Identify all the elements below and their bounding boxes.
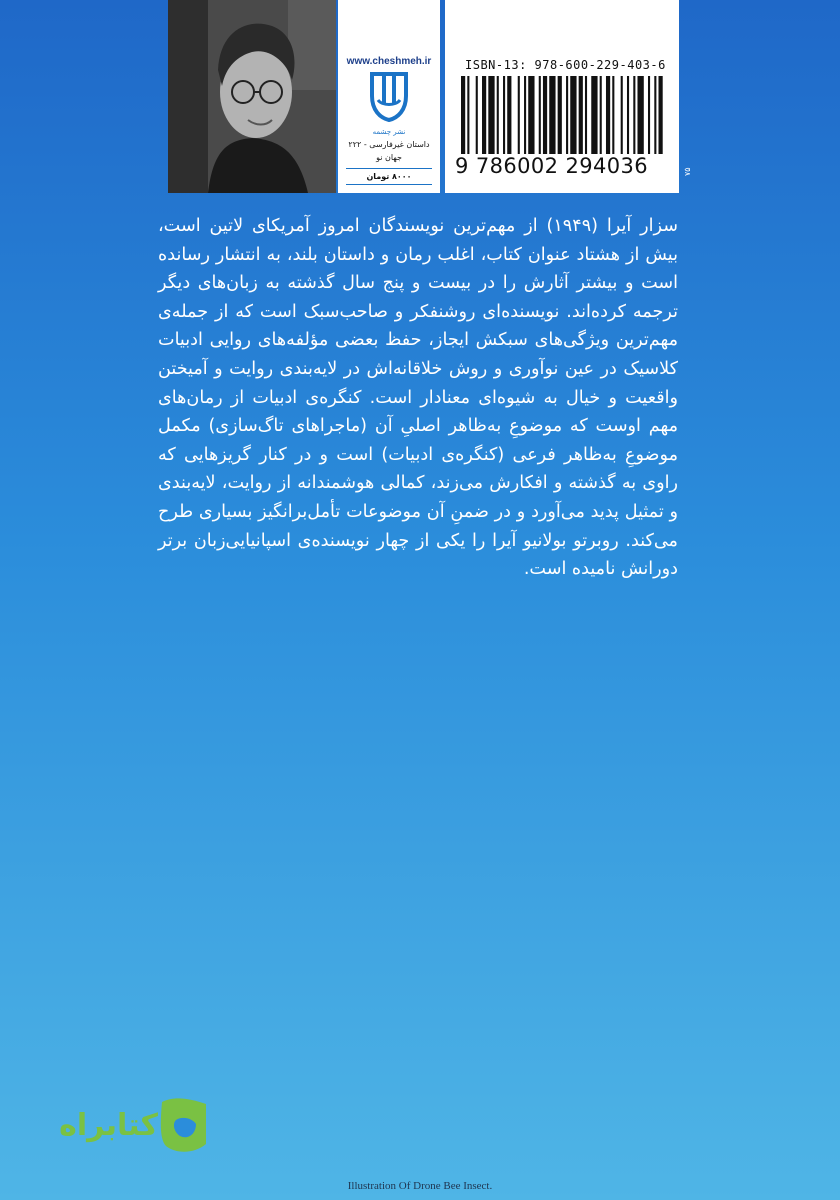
ketabrah-logo[interactable] (40, 1092, 210, 1162)
isbn-text: ISBN-13: 978-600-229-403-6 (465, 58, 666, 72)
publisher-url[interactable]: www.cheshmeh.ir (346, 56, 432, 67)
price-label: ۸۰۰۰ تومان (346, 168, 432, 185)
book-description: سزار آیرا (۱۹۴۹) از مهم‌ترین نویسندگان امروز آمریکای لاتین است، بیش از هشتاد عنوان کتاب، اغلب رمان و داستان بلند، به انتشار رسانده است و بیشتر آثارش را در بیست و پنج سال گذشته به زبان‌های دیگر ترجمه کرده‌اند. نویسنده‌ای روشنفکر و صاحب‌سبک است که از جمله‌ی مهم‌ترین ویژگی‌های سبکش ایجاز، حفظ بعضی مؤلفه‌های روایی ادبیات کلاسیک در عین نوآوری و روش خلاقانه‌اش در لایه‌بندی روایت و آمیختن واقعیت و خیال به شیوه‌ای معنادار است. کنگره‌ی ادبیات از رمان‌های مهم اوست که موضوعِ به‌ظاهر اصلیِ آن (ماجراهای تاگ‌سازی) مکمل موضوعِ به‌ظاهر فرعی (کنگره‌ی ادبیات) است و در کنار گریزهایی که راوی به گذشته و افکارش می‌زند، کمالی هوشمندانه از روایت، لایه‌بندی و تمثیل پدید می‌آورد و در ضمنِ آن موضوعات تأمل‌برانگیز بسیاری طرح می‌کند. روبرتو بولانیو آیرا را یکی از چهار نویسنده‌ی اسپانیایی‌زبان برتر دورانش نامیده است. (158, 216, 678, 580)
barcode-bar (461, 76, 465, 154)
publisher-series: داستان غیرفارسی - ۲۲۲ (348, 140, 430, 149)
barcode-bar (606, 76, 610, 154)
barcode-bar (467, 76, 469, 154)
barcode-box (445, 0, 679, 193)
barcode-bar (612, 76, 614, 154)
barcode-bar (482, 76, 486, 154)
barcode-bar (507, 76, 511, 154)
barcode-number: 9 786002 294036 (455, 154, 649, 178)
cover-caption: Illustration Of Drone Bee Insect. (347, 1180, 493, 1192)
barcode-bar (621, 76, 623, 154)
barcode-bar (585, 76, 587, 154)
barcode-bar (627, 76, 629, 154)
barcode-bar (648, 76, 650, 154)
barcode-bar (528, 76, 534, 154)
barcode-bar (633, 76, 635, 154)
publisher-imprint: نشر چشمه (372, 128, 406, 136)
barcode-bars (461, 76, 669, 154)
barcode-bar (654, 76, 656, 154)
side-code: ۷۵ (683, 167, 692, 176)
barcode-bar (497, 76, 499, 154)
ketabrah-wordmark: کتابراه (59, 1108, 158, 1143)
barcode-bar (637, 76, 643, 154)
barcode-bar (543, 76, 547, 154)
barcode-bar (566, 76, 568, 154)
ketabrah-book-icon (158, 1094, 210, 1158)
barcode-bar (503, 76, 505, 154)
barcode-bar (591, 76, 597, 154)
barcode-bar (600, 76, 602, 154)
barcode-bar (488, 76, 494, 154)
cheshmeh-logo-icon (368, 70, 410, 124)
barcode-bar (476, 76, 478, 154)
publisher-subseries: جهان نو (376, 153, 402, 162)
barcode-bar (549, 76, 555, 154)
barcode-bar (558, 76, 562, 154)
barcode-bar (518, 76, 520, 154)
barcode-bar (539, 76, 541, 154)
barcode-bar (570, 76, 576, 154)
barcode-bar (524, 76, 526, 154)
author-photo (168, 0, 336, 193)
publisher-box (338, 0, 440, 193)
barcode-bar (579, 76, 583, 154)
barcode-bar (658, 76, 662, 154)
